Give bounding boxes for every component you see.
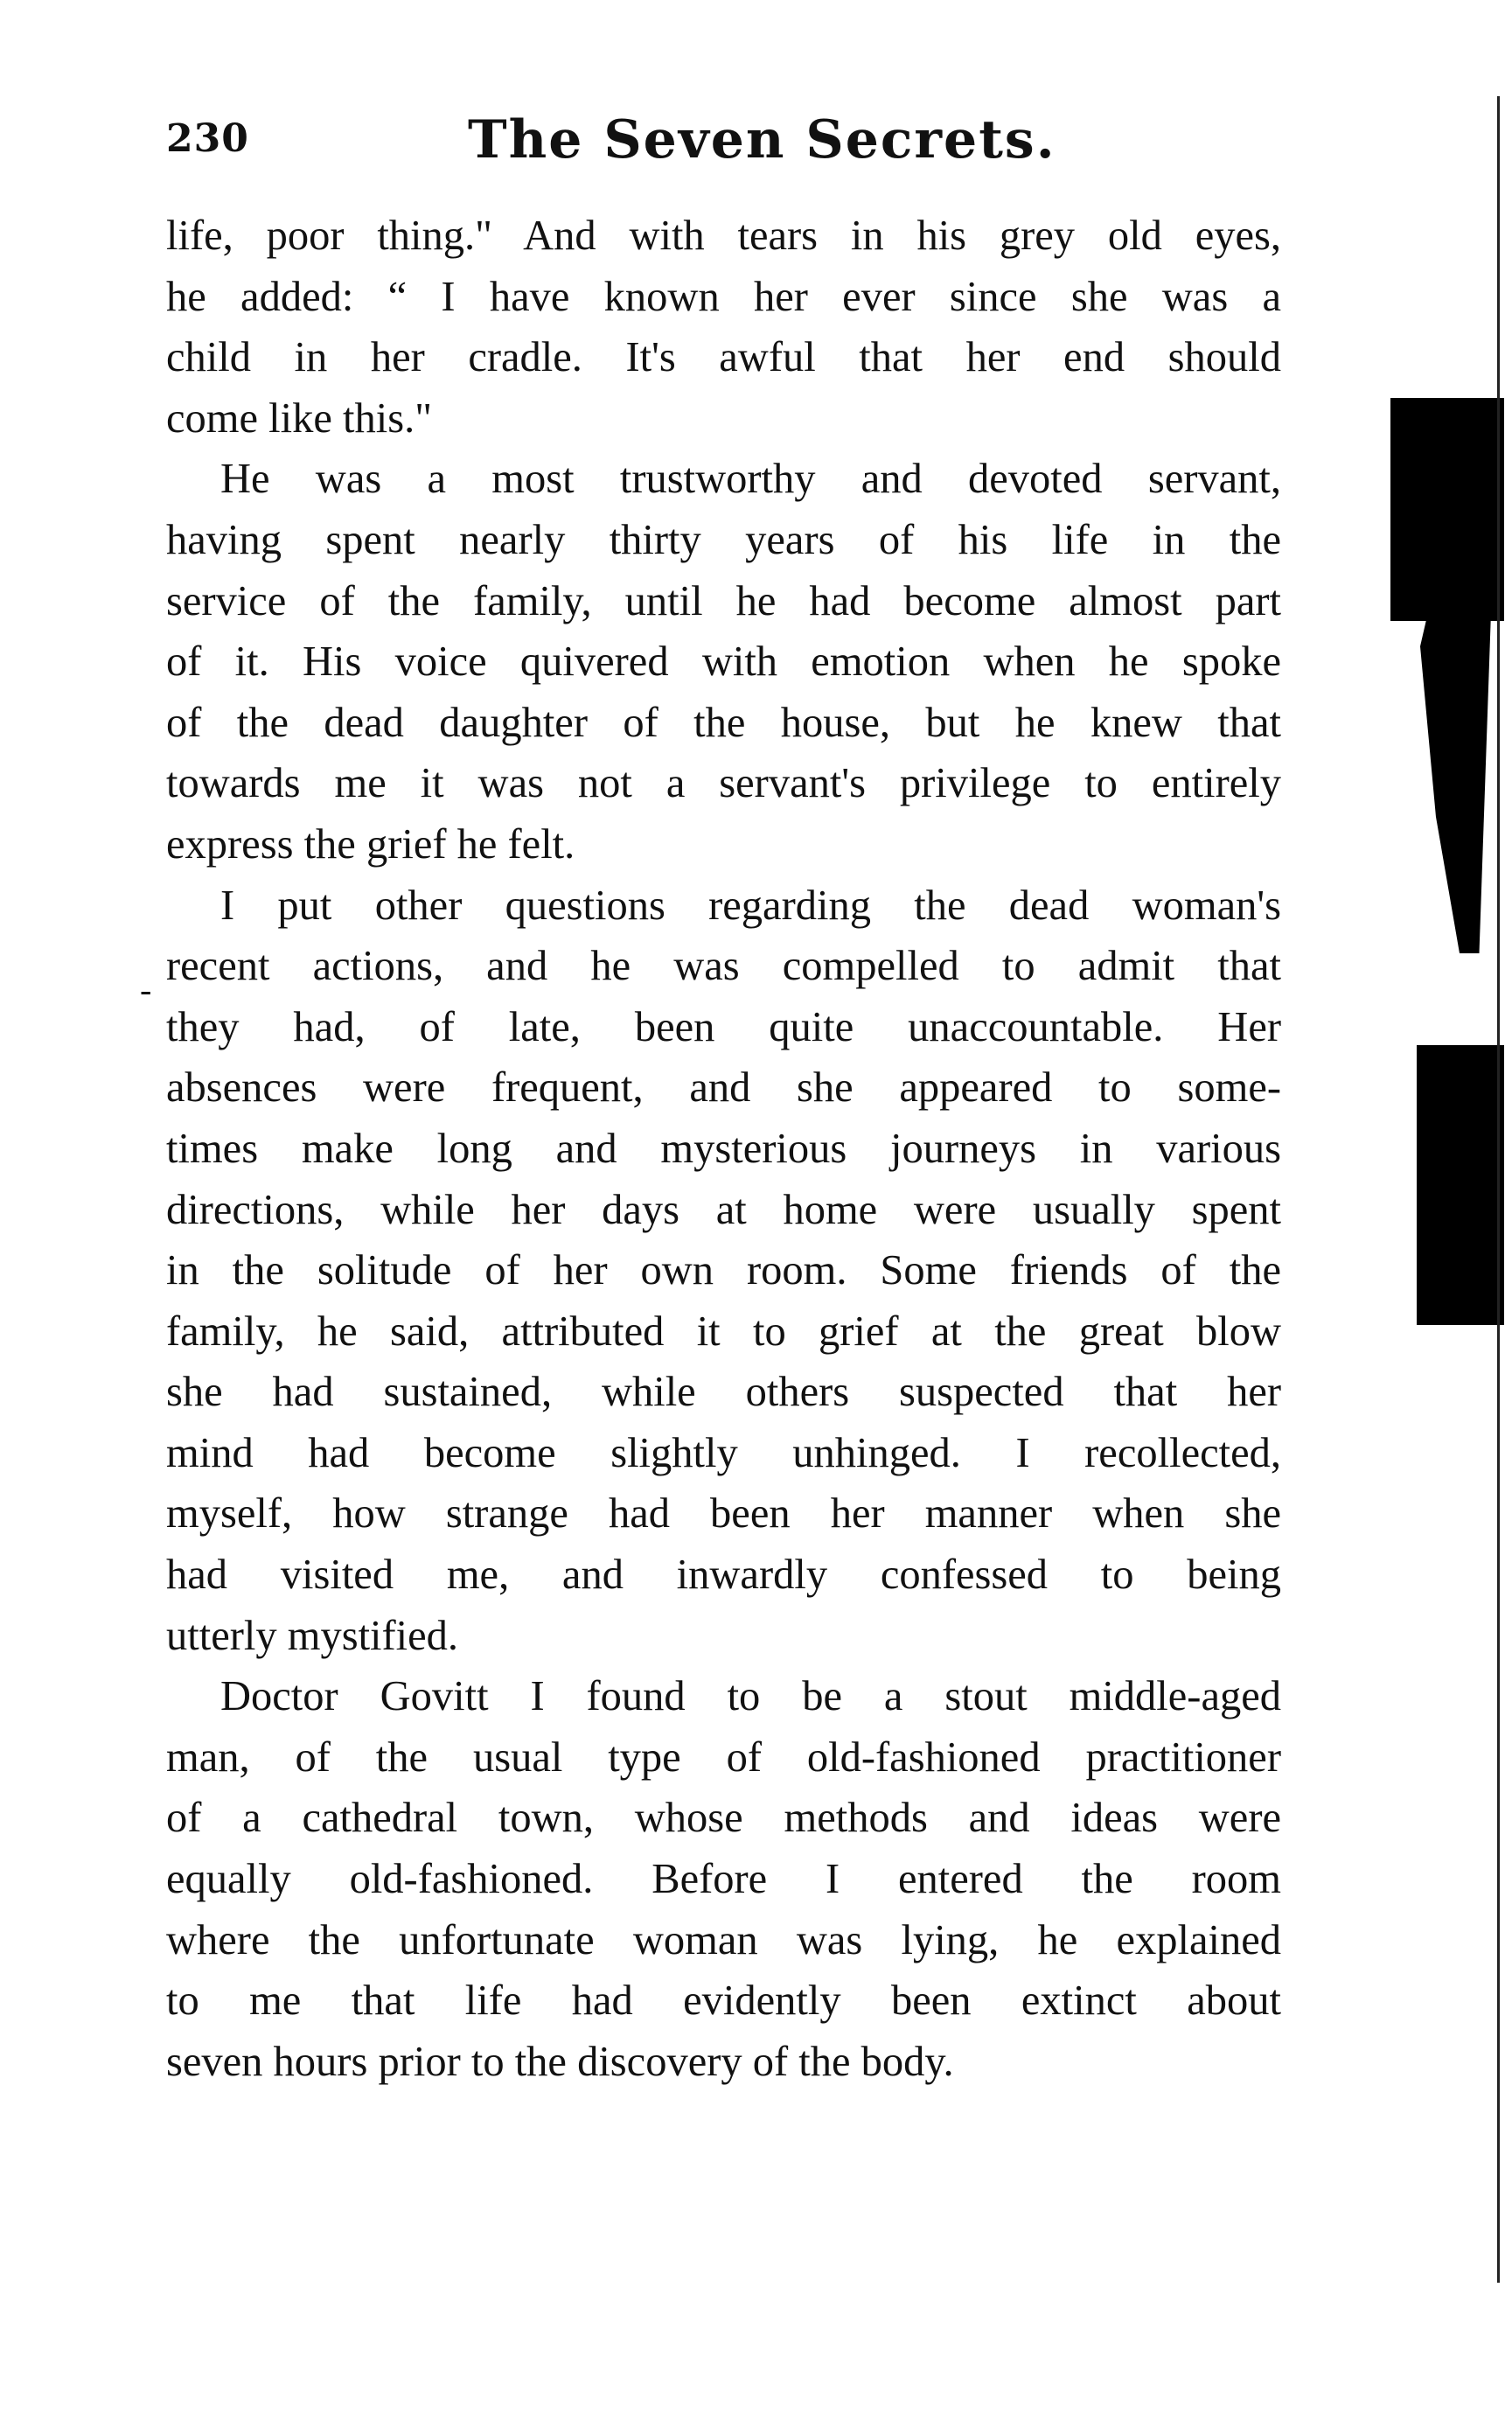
paragraph: [166, 1666, 1281, 2092]
text-line: had visited me, and inwardly confessed to being: [166, 1552, 1281, 1599]
text-line: having spent nearly thirty years of his life in the: [166, 516, 1281, 563]
text-line: service of the family, until he had become almost part: [166, 577, 1281, 624]
text-line: family, he said, attributed it to grief at the great blow: [166, 1308, 1281, 1355]
text-line: times make long and mysterious journeys in various: [166, 1125, 1281, 1172]
text-line: of it. His voice quivered with emotion when he spoke: [166, 638, 1281, 686]
text-line: He was a most trustworthy and devoted servant,: [220, 456, 1281, 503]
paragraph: [166, 449, 1281, 875]
text-line: Doctor Govitt I found to be a stout middle-aged: [220, 1673, 1281, 1720]
text-line: mind had become slightly unhinged. I recollected,: [166, 1429, 1281, 1476]
text-line: seven hours prior to the discovery of the body.: [166, 2038, 954, 2085]
text-line: equally old-fashioned. Before I entered the room: [166, 1856, 1281, 1903]
text-line: to me that life had evidently been extinct about: [166, 1977, 1281, 2025]
scan-artifact-upper: [1390, 398, 1504, 621]
text-line: she had sustained, while others suspected that her: [166, 1369, 1281, 1416]
text-line: directions, while her days at home were usually spent: [166, 1186, 1281, 1233]
text-line: where the unfortunate woman was lying, he explained: [166, 1916, 1281, 1963]
text-line: myself, how strange had been her manner when she: [166, 1490, 1281, 1538]
paragraph: [166, 206, 1281, 449]
text-line: towards me it was not a servant's privilege to entirely: [166, 760, 1281, 807]
margin-mark: -: [140, 970, 152, 1009]
text-line: recent actions, and he was compelled to admit that: [166, 943, 1281, 990]
scan-artifact-lower: [1417, 1045, 1504, 1325]
text-line: he added: “ I have known her ever since she was a: [166, 273, 1281, 320]
text-line: absences were frequent, and she appeared to some-: [166, 1064, 1281, 1112]
text-line: life, poor thing." And with tears in his grey old eyes,: [166, 213, 1281, 259]
text-line: come like this.": [166, 394, 433, 442]
text-line: utterly mystified.: [166, 1612, 459, 1659]
text-line: man, of the usual type of old-fashioned practitioner: [166, 1733, 1281, 1781]
body-text: [166, 206, 1281, 2092]
paragraph: [166, 875, 1281, 1667]
page-edge-line: [1497, 96, 1500, 2283]
running-title: The Seven Secrets.: [468, 109, 1056, 171]
text-line: child in her cradle. It's awful that her end should: [166, 334, 1281, 381]
text-line: express the grief he felt.: [166, 820, 575, 868]
text-line: of a cathedral town, whose methods and ideas were: [166, 1795, 1281, 1842]
page-number: 230: [166, 116, 249, 161]
text-line: in the solitude of her own room. Some friends of the: [166, 1247, 1281, 1294]
text-line: of the dead daughter of the house, but he knew that: [166, 699, 1281, 746]
page-header: [166, 109, 1303, 188]
scan-artifact-upper-tail: [1412, 612, 1491, 953]
text-line: they had, of late, been quite unaccountable. Her: [166, 1003, 1281, 1050]
text-line: I put other questions regarding the dead woman's: [220, 882, 1281, 929]
